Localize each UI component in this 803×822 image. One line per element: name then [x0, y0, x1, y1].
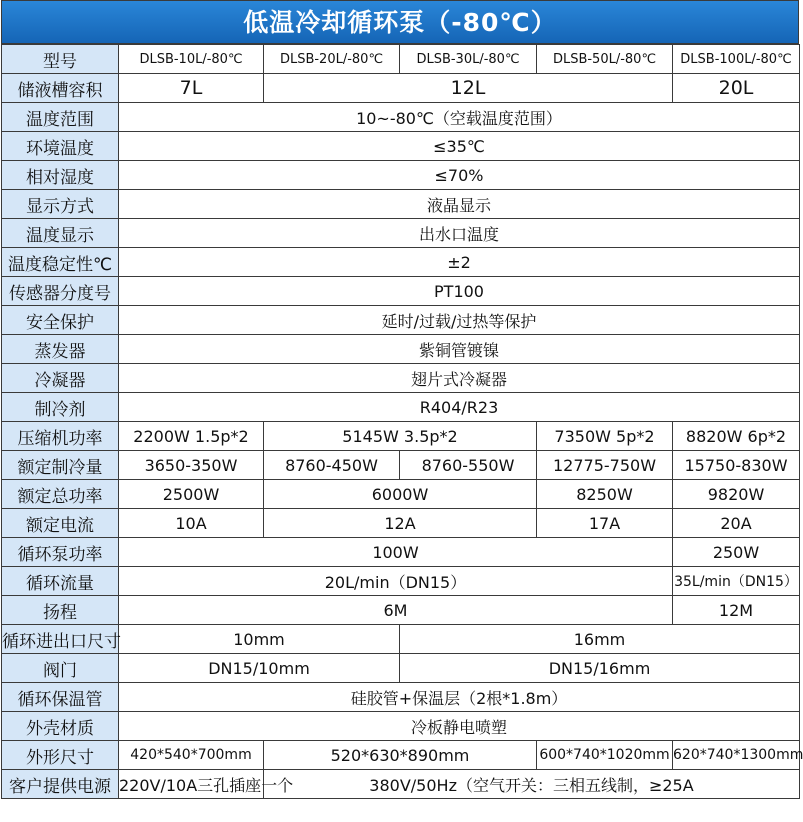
table-cell: 9820W [673, 480, 800, 509]
table-cell: 冷板静电喷塑 [119, 712, 800, 741]
table-cell: 17A [537, 509, 673, 538]
table-cell: 6000W [264, 480, 537, 509]
table-cell: 600*740*1020mm [537, 741, 673, 770]
row-label: 传感器分度号 [2, 277, 119, 306]
table-row [2, 451, 800, 480]
table-cell: 8760-550W [400, 451, 537, 480]
table-cell: ≤35℃ [119, 132, 800, 161]
row-label: 额定制冷量 [2, 451, 119, 480]
row-label: 压缩机功率 [2, 422, 119, 451]
table-cell: DLSB-100L/-80℃ [673, 45, 800, 74]
table-row [2, 45, 800, 74]
table-cell: 2500W [119, 480, 264, 509]
spec-table [1, 44, 803, 799]
row-label: 循环流量 [2, 567, 119, 596]
table-cell: 35L/min（DN15） [673, 567, 800, 596]
table-cell: 10A [119, 509, 264, 538]
row-label: 循环保温管 [2, 683, 119, 712]
table-cell: 15750-830W [673, 451, 800, 480]
table-cell: 10~-80℃（空载温度范围） [119, 103, 800, 132]
table-cell: 8820W 6p*2 [673, 422, 800, 451]
row-label: 外壳材质 [2, 712, 119, 741]
table-row [2, 683, 800, 712]
table-cell: DLSB-10L/-80℃ [119, 45, 264, 74]
row-label: 循环进出口尺寸 [2, 625, 119, 654]
table-row [2, 480, 800, 509]
table-cell: DLSB-50L/-80℃ [537, 45, 673, 74]
table-row [2, 625, 800, 654]
table-cell: 3650-350W [119, 451, 264, 480]
row-label: 相对湿度 [2, 161, 119, 190]
table-cell: DLSB-20L/-80℃ [264, 45, 400, 74]
table-cell: ≤70% [119, 161, 800, 190]
table-row [2, 538, 800, 567]
row-label: 温度显示 [2, 219, 119, 248]
table-row [2, 364, 800, 393]
table-row [2, 132, 800, 161]
row-label: 温度稳定性℃ [2, 248, 119, 277]
table-cell: DLSB-30L/-80℃ [400, 45, 537, 74]
table-row [2, 770, 800, 799]
table-cell: 12A [264, 509, 537, 538]
table-cell: 紫铜管镀镍 [119, 335, 800, 364]
table-row [2, 277, 800, 306]
table-cell: 翅片式冷凝器 [119, 364, 800, 393]
table-cell: 液晶显示 [119, 190, 800, 219]
table-cell: 420*540*700mm [119, 741, 264, 770]
table-cell: 12M [673, 596, 800, 625]
table-cell: 8760-450W [264, 451, 400, 480]
row-label: 蒸发器 [2, 335, 119, 364]
table-cell: R404/R23 [119, 393, 800, 422]
row-label: 安全保护 [2, 306, 119, 335]
table-cell: 250W [673, 538, 800, 567]
table-cell: 16mm [400, 625, 800, 654]
row-label: 型号 [2, 45, 119, 74]
table-cell: 20A [673, 509, 800, 538]
table-row [2, 741, 800, 770]
table-cell: 延时/过载/过热等保护 [119, 306, 800, 335]
row-label: 扬程 [2, 596, 119, 625]
table-cell: 12775-750W [537, 451, 673, 480]
table-row [2, 219, 800, 248]
row-label: 储液槽容积 [2, 74, 119, 103]
table-row [2, 74, 800, 103]
table-row [2, 335, 800, 364]
table-cell: DN15/10mm [119, 654, 400, 683]
table-cell: 硅胶管+保温层（2根*1.8m） [119, 683, 800, 712]
table-row [2, 248, 800, 277]
row-label: 循环泵功率 [2, 538, 119, 567]
row-label: 制冷剂 [2, 393, 119, 422]
table-row [2, 712, 800, 741]
table-cell: 620*740*1300mm [673, 741, 800, 770]
table-cell: 7350W 5p*2 [537, 422, 673, 451]
table-row [2, 596, 800, 625]
row-label: 显示方式 [2, 190, 119, 219]
table-cell: 20L/min（DN15） [119, 567, 673, 596]
table-row [2, 509, 800, 538]
row-label: 温度范围 [2, 103, 119, 132]
table-cell: 2200W 1.5p*2 [119, 422, 264, 451]
table-cell: 100W [119, 538, 673, 567]
table-cell: 6M [119, 596, 673, 625]
table-cell: 7L [119, 74, 264, 103]
table-cell: 5145W 3.5p*2 [264, 422, 537, 451]
page-title: 低温冷却循环泵（-80℃） [1, 0, 799, 44]
table-cell: DN15/16mm [400, 654, 800, 683]
table-cell: 10mm [119, 625, 400, 654]
table-row [2, 190, 800, 219]
table-row [2, 306, 800, 335]
row-label: 额定电流 [2, 509, 119, 538]
spec-sheet [1, 0, 803, 799]
table-cell: 出水口温度 [119, 219, 800, 248]
table-row [2, 422, 800, 451]
table-cell: PT100 [119, 277, 800, 306]
row-label: 外形尺寸 [2, 741, 119, 770]
row-label: 客户提供电源 [2, 770, 119, 799]
table-cell: 8250W [537, 480, 673, 509]
row-label: 冷凝器 [2, 364, 119, 393]
row-label: 额定总功率 [2, 480, 119, 509]
row-label: 阀门 [2, 654, 119, 683]
table-cell: 380V/50Hz（空气开关：三相五线制，≥25A [264, 770, 800, 799]
table-cell: 220V/10A三孔插座一个 [119, 770, 264, 799]
table-row [2, 103, 800, 132]
table-cell: ±2 [119, 248, 800, 277]
table-cell: 20L [673, 74, 800, 103]
table-row [2, 654, 800, 683]
table-cell: 520*630*890mm [264, 741, 537, 770]
table-row [2, 161, 800, 190]
table-cell: 12L [264, 74, 673, 103]
table-row [2, 393, 800, 422]
table-row [2, 567, 800, 596]
row-label: 环境温度 [2, 132, 119, 161]
